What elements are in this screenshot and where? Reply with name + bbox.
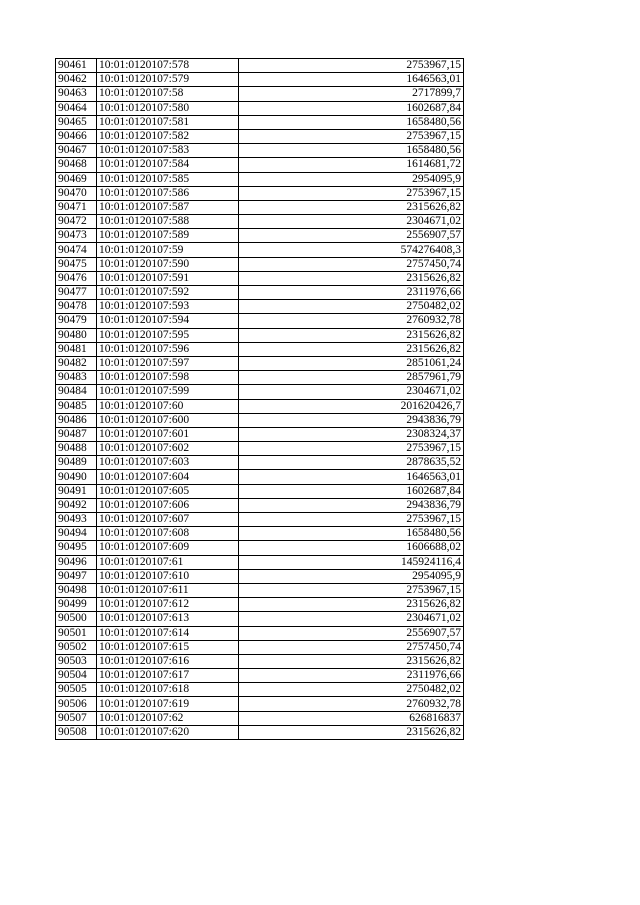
value-cell: 2851061,24 xyxy=(239,356,464,370)
cadastral-number-cell: 10:01:0120107:589 xyxy=(97,229,239,243)
value-cell: 2760932,78 xyxy=(239,697,464,711)
value-cell: 1602687,84 xyxy=(239,484,464,498)
value-cell: 1646563,01 xyxy=(239,73,464,87)
value-cell: 626816837 xyxy=(239,711,464,725)
cadastral-number-cell: 10:01:0120107:60 xyxy=(97,399,239,413)
row-number-cell: 90490 xyxy=(56,470,97,484)
cadastral-number-cell: 10:01:0120107:579 xyxy=(97,73,239,87)
value-cell: 2753967,15 xyxy=(239,59,464,73)
table-row xyxy=(56,129,464,143)
row-number-cell: 90496 xyxy=(56,555,97,569)
cadastral-number-cell: 10:01:0120107:59 xyxy=(97,243,239,257)
table-row xyxy=(56,640,464,654)
row-number-cell: 90481 xyxy=(56,342,97,356)
row-number-cell: 90464 xyxy=(56,101,97,115)
cadastral-number-cell: 10:01:0120107:585 xyxy=(97,172,239,186)
row-number-cell: 90506 xyxy=(56,697,97,711)
value-cell: 2760932,78 xyxy=(239,314,464,328)
cadastral-number-cell: 10:01:0120107:584 xyxy=(97,158,239,172)
row-number-cell: 90489 xyxy=(56,456,97,470)
value-cell: 1658480,56 xyxy=(239,144,464,158)
value-cell: 2750482,02 xyxy=(239,683,464,697)
data-table-container xyxy=(55,58,464,740)
row-number-cell: 90499 xyxy=(56,598,97,612)
row-number-cell: 90505 xyxy=(56,683,97,697)
table-row xyxy=(56,385,464,399)
cadastral-number-cell: 10:01:0120107:593 xyxy=(97,300,239,314)
value-cell: 2753967,15 xyxy=(239,583,464,597)
row-number-cell: 90465 xyxy=(56,115,97,129)
row-number-cell: 90466 xyxy=(56,129,97,143)
row-number-cell: 90500 xyxy=(56,612,97,626)
value-cell: 201620426,7 xyxy=(239,399,464,413)
table-row xyxy=(56,286,464,300)
value-cell: 2556907,57 xyxy=(239,229,464,243)
cadastral-number-cell: 10:01:0120107:61 xyxy=(97,555,239,569)
table-row xyxy=(56,186,464,200)
cadastral-number-cell: 10:01:0120107:582 xyxy=(97,129,239,143)
cadastral-number-cell: 10:01:0120107:583 xyxy=(97,144,239,158)
table-row xyxy=(56,101,464,115)
cadastral-number-cell: 10:01:0120107:603 xyxy=(97,456,239,470)
table-row xyxy=(56,498,464,512)
cadastral-number-cell: 10:01:0120107:606 xyxy=(97,498,239,512)
row-number-cell: 90502 xyxy=(56,640,97,654)
row-number-cell: 90495 xyxy=(56,541,97,555)
row-number-cell: 90472 xyxy=(56,215,97,229)
value-cell: 2315626,82 xyxy=(239,342,464,356)
table-row xyxy=(56,399,464,413)
row-number-cell: 90475 xyxy=(56,257,97,271)
table-row xyxy=(56,115,464,129)
table-row xyxy=(56,456,464,470)
value-cell: 2556907,57 xyxy=(239,626,464,640)
value-cell: 2311976,66 xyxy=(239,669,464,683)
value-cell: 2315626,82 xyxy=(239,725,464,739)
cadastral-number-cell: 10:01:0120107:620 xyxy=(97,725,239,739)
value-cell: 2857961,79 xyxy=(239,371,464,385)
table-row xyxy=(56,300,464,314)
row-number-cell: 90488 xyxy=(56,442,97,456)
cadastral-number-cell: 10:01:0120107:594 xyxy=(97,314,239,328)
table-row xyxy=(56,229,464,243)
table-row xyxy=(56,442,464,456)
table-row xyxy=(56,200,464,214)
cadastral-number-cell: 10:01:0120107:605 xyxy=(97,484,239,498)
value-cell: 2943836,79 xyxy=(239,498,464,512)
value-cell: 2753967,15 xyxy=(239,186,464,200)
table-body xyxy=(56,59,464,740)
cadastral-number-cell: 10:01:0120107:595 xyxy=(97,328,239,342)
value-cell: 2954095,9 xyxy=(239,172,464,186)
row-number-cell: 90476 xyxy=(56,271,97,285)
table-row xyxy=(56,427,464,441)
value-cell: 1646563,01 xyxy=(239,470,464,484)
table-row xyxy=(56,527,464,541)
row-number-cell: 90503 xyxy=(56,654,97,668)
cadastral-number-cell: 10:01:0120107:610 xyxy=(97,569,239,583)
row-number-cell: 90504 xyxy=(56,669,97,683)
row-number-cell: 90463 xyxy=(56,87,97,101)
cadastral-number-cell: 10:01:0120107:612 xyxy=(97,598,239,612)
table-row xyxy=(56,328,464,342)
table-row xyxy=(56,711,464,725)
cadastral-number-cell: 10:01:0120107:596 xyxy=(97,342,239,356)
table-row xyxy=(56,683,464,697)
table-row xyxy=(56,371,464,385)
row-number-cell: 90473 xyxy=(56,229,97,243)
cadastral-value-table xyxy=(55,58,464,740)
cadastral-number-cell: 10:01:0120107:607 xyxy=(97,513,239,527)
table-row xyxy=(56,626,464,640)
value-cell: 2757450,74 xyxy=(239,640,464,654)
cadastral-number-cell: 10:01:0120107:617 xyxy=(97,669,239,683)
row-number-cell: 90485 xyxy=(56,399,97,413)
table-row xyxy=(56,569,464,583)
value-cell: 2315626,82 xyxy=(239,598,464,612)
table-row xyxy=(56,144,464,158)
value-cell: 2311976,66 xyxy=(239,286,464,300)
table-row xyxy=(56,342,464,356)
cadastral-number-cell: 10:01:0120107:619 xyxy=(97,697,239,711)
table-row xyxy=(56,215,464,229)
row-number-cell: 90470 xyxy=(56,186,97,200)
row-number-cell: 90462 xyxy=(56,73,97,87)
value-cell: 2304671,02 xyxy=(239,385,464,399)
value-cell: 1658480,56 xyxy=(239,115,464,129)
value-cell: 2308324,37 xyxy=(239,427,464,441)
cadastral-number-cell: 10:01:0120107:601 xyxy=(97,427,239,441)
table-row xyxy=(56,243,464,257)
value-cell: 2757450,74 xyxy=(239,257,464,271)
table-row xyxy=(56,73,464,87)
value-cell: 2954095,9 xyxy=(239,569,464,583)
table-row xyxy=(56,513,464,527)
value-cell: 2753967,15 xyxy=(239,513,464,527)
cadastral-number-cell: 10:01:0120107:592 xyxy=(97,286,239,300)
row-number-cell: 90487 xyxy=(56,427,97,441)
cadastral-number-cell: 10:01:0120107:616 xyxy=(97,654,239,668)
row-number-cell: 90478 xyxy=(56,300,97,314)
cadastral-number-cell: 10:01:0120107:578 xyxy=(97,59,239,73)
cadastral-number-cell: 10:01:0120107:590 xyxy=(97,257,239,271)
value-cell: 1614681,72 xyxy=(239,158,464,172)
value-cell: 2315626,82 xyxy=(239,271,464,285)
table-row xyxy=(56,314,464,328)
value-cell: 1606688,02 xyxy=(239,541,464,555)
row-number-cell: 90474 xyxy=(56,243,97,257)
table-row xyxy=(56,669,464,683)
row-number-cell: 90479 xyxy=(56,314,97,328)
value-cell: 2315626,82 xyxy=(239,654,464,668)
cadastral-number-cell: 10:01:0120107:586 xyxy=(97,186,239,200)
row-number-cell: 90494 xyxy=(56,527,97,541)
table-row xyxy=(56,484,464,498)
row-number-cell: 90467 xyxy=(56,144,97,158)
value-cell: 2304671,02 xyxy=(239,612,464,626)
table-row xyxy=(56,413,464,427)
cadastral-number-cell: 10:01:0120107:58 xyxy=(97,87,239,101)
value-cell: 2750482,02 xyxy=(239,300,464,314)
cadastral-number-cell: 10:01:0120107:602 xyxy=(97,442,239,456)
row-number-cell: 90507 xyxy=(56,711,97,725)
row-number-cell: 90486 xyxy=(56,413,97,427)
cadastral-number-cell: 10:01:0120107:581 xyxy=(97,115,239,129)
cadastral-number-cell: 10:01:0120107:614 xyxy=(97,626,239,640)
value-cell: 1602687,84 xyxy=(239,101,464,115)
value-cell: 2304671,02 xyxy=(239,215,464,229)
row-number-cell: 90492 xyxy=(56,498,97,512)
value-cell: 1658480,56 xyxy=(239,527,464,541)
cadastral-number-cell: 10:01:0120107:611 xyxy=(97,583,239,597)
cadastral-number-cell: 10:01:0120107:588 xyxy=(97,215,239,229)
row-number-cell: 90471 xyxy=(56,200,97,214)
cadastral-number-cell: 10:01:0120107:599 xyxy=(97,385,239,399)
cadastral-number-cell: 10:01:0120107:62 xyxy=(97,711,239,725)
cadastral-number-cell: 10:01:0120107:615 xyxy=(97,640,239,654)
row-number-cell: 90493 xyxy=(56,513,97,527)
row-number-cell: 90461 xyxy=(56,59,97,73)
cadastral-number-cell: 10:01:0120107:587 xyxy=(97,200,239,214)
table-row xyxy=(56,583,464,597)
row-number-cell: 90497 xyxy=(56,569,97,583)
table-row xyxy=(56,271,464,285)
value-cell: 2753967,15 xyxy=(239,129,464,143)
table-row xyxy=(56,87,464,101)
table-row xyxy=(56,654,464,668)
cadastral-number-cell: 10:01:0120107:618 xyxy=(97,683,239,697)
cadastral-number-cell: 10:01:0120107:608 xyxy=(97,527,239,541)
value-cell: 2315626,82 xyxy=(239,200,464,214)
cadastral-number-cell: 10:01:0120107:580 xyxy=(97,101,239,115)
row-number-cell: 90469 xyxy=(56,172,97,186)
table-row xyxy=(56,555,464,569)
cadastral-number-cell: 10:01:0120107:609 xyxy=(97,541,239,555)
table-row xyxy=(56,598,464,612)
row-number-cell: 90484 xyxy=(56,385,97,399)
table-row xyxy=(56,158,464,172)
table-row xyxy=(56,172,464,186)
row-number-cell: 90498 xyxy=(56,583,97,597)
table-row xyxy=(56,356,464,370)
row-number-cell: 90468 xyxy=(56,158,97,172)
table-row xyxy=(56,257,464,271)
cadastral-number-cell: 10:01:0120107:597 xyxy=(97,356,239,370)
value-cell: 2717899,7 xyxy=(239,87,464,101)
row-number-cell: 90491 xyxy=(56,484,97,498)
value-cell: 2878635,52 xyxy=(239,456,464,470)
cadastral-number-cell: 10:01:0120107:591 xyxy=(97,271,239,285)
cadastral-number-cell: 10:01:0120107:600 xyxy=(97,413,239,427)
row-number-cell: 90477 xyxy=(56,286,97,300)
table-row xyxy=(56,59,464,73)
row-number-cell: 90480 xyxy=(56,328,97,342)
cadastral-number-cell: 10:01:0120107:598 xyxy=(97,371,239,385)
value-cell: 2315626,82 xyxy=(239,328,464,342)
table-row xyxy=(56,697,464,711)
row-number-cell: 90482 xyxy=(56,356,97,370)
value-cell: 2753967,15 xyxy=(239,442,464,456)
table-row xyxy=(56,725,464,739)
row-number-cell: 90483 xyxy=(56,371,97,385)
cadastral-number-cell: 10:01:0120107:604 xyxy=(97,470,239,484)
value-cell: 2943836,79 xyxy=(239,413,464,427)
value-cell: 574276408,3 xyxy=(239,243,464,257)
row-number-cell: 90501 xyxy=(56,626,97,640)
table-row xyxy=(56,612,464,626)
table-row xyxy=(56,470,464,484)
table-row xyxy=(56,541,464,555)
value-cell: 145924116,4 xyxy=(239,555,464,569)
row-number-cell: 90508 xyxy=(56,725,97,739)
cadastral-number-cell: 10:01:0120107:613 xyxy=(97,612,239,626)
